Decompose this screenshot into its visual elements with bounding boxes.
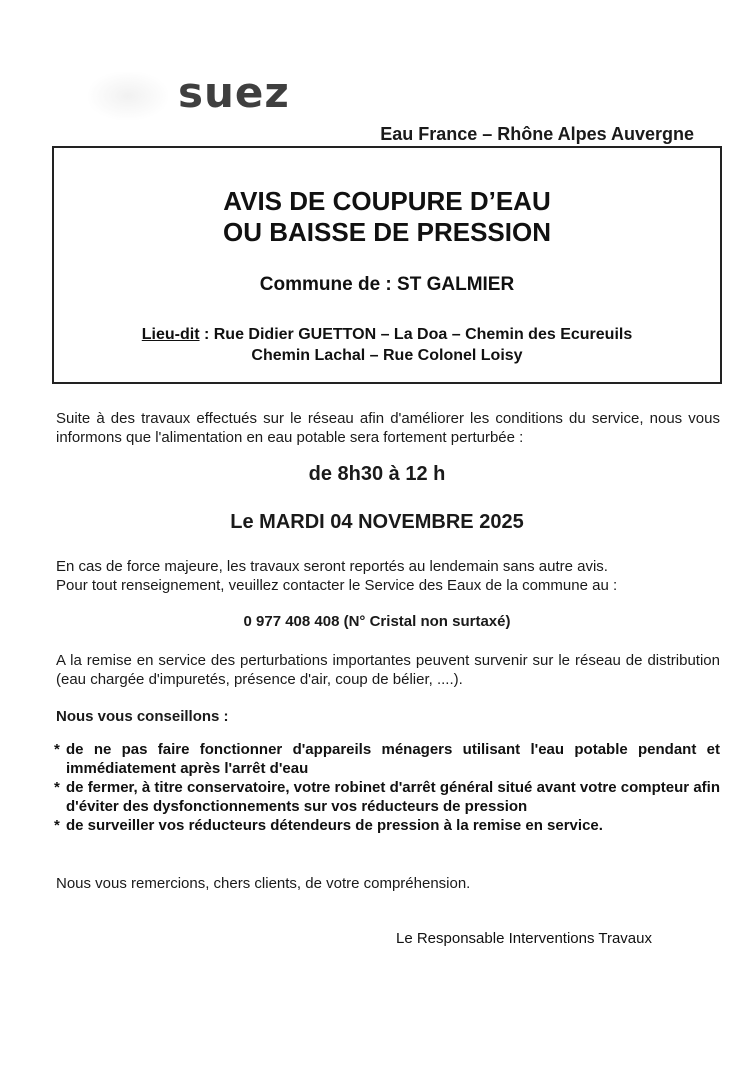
phone-number: 0 977 408 408 (N° Cristal non surtaxé) <box>243 613 511 630</box>
advice-item <box>54 816 720 835</box>
date-line: Le MARDI 04 NOVEMBRE 2025 <box>230 511 524 533</box>
bullet-star-icon: * <box>54 779 60 796</box>
notice-box <box>52 146 722 384</box>
signature: Le Responsable Interventions Travaux <box>396 930 652 947</box>
lieudit-line-2: Chemin Lachal – Rue Colonel Loisy <box>251 347 523 364</box>
bullet-star-icon: * <box>54 741 60 758</box>
advice-item-text: de ne pas faire fonctionner d'appareils ménagers utilisant l'eau potable pendant et immédiatement après l'arrêt d'eau <box>66 741 720 777</box>
advice-heading: Nous vous conseillons : <box>56 708 229 725</box>
force-majeure-text: En cas de force majeure, les travaux seront reportés au lendemain sans autre avis. <box>56 558 608 575</box>
hours-line: de 8h30 à 12 h <box>308 463 446 485</box>
advice-item <box>54 740 720 778</box>
intro-paragraph: Suite à des travaux effectués sur le réseau afin d'améliorer les conditions du service, nous vous informons que l'alimentation en eau potable sera fortement perturbée : <box>56 410 720 446</box>
advice-item-text: de surveiller vos réducteurs détendeurs de pression à la remise en service. <box>66 817 603 834</box>
title-line-1: AVIS DE COUPURE D’EAU <box>223 186 551 216</box>
thanks-text: Nous vous remercions, chers clients, de votre compréhension. <box>56 875 471 892</box>
lieudit-block <box>54 324 720 366</box>
bullet-star-icon: * <box>54 817 60 834</box>
lieudit-label: Lieu-dit <box>141 326 200 343</box>
advice-item-text: de fermer, à titre conservatoire, votre robinet d'arrêt général situé avant votre compteur afin d'éviter des dysfonctionnements sur vos réducteurs de pression <box>66 779 720 815</box>
contact-text: Pour tout renseignement, veuillez contacter le Service des Eaux de la commune au : <box>56 577 618 594</box>
suez-logo: suez <box>178 68 290 117</box>
title-line-2: OU BAISSE DE PRESSION <box>223 217 551 247</box>
advice-list <box>54 740 720 835</box>
advice-item <box>54 778 720 816</box>
lieudit-streets-1: : Rue Didier GUETTON – La Doa – Chemin des Ecureuils <box>199 326 633 343</box>
lieudit-line-1 <box>54 324 720 345</box>
remise-paragraph: A la remise en service des perturbations importantes peuvent survenir sur le réseau de distribution (eau chargée d'impuretés, présence d'air, coup de bélier, ....). <box>56 652 720 688</box>
commune-line: Commune de : ST GALMIER <box>259 274 515 295</box>
region-heading: Eau France – Rhône Alpes Auvergne <box>380 124 694 144</box>
notice-title <box>54 186 720 248</box>
logo-backdrop <box>88 72 168 120</box>
